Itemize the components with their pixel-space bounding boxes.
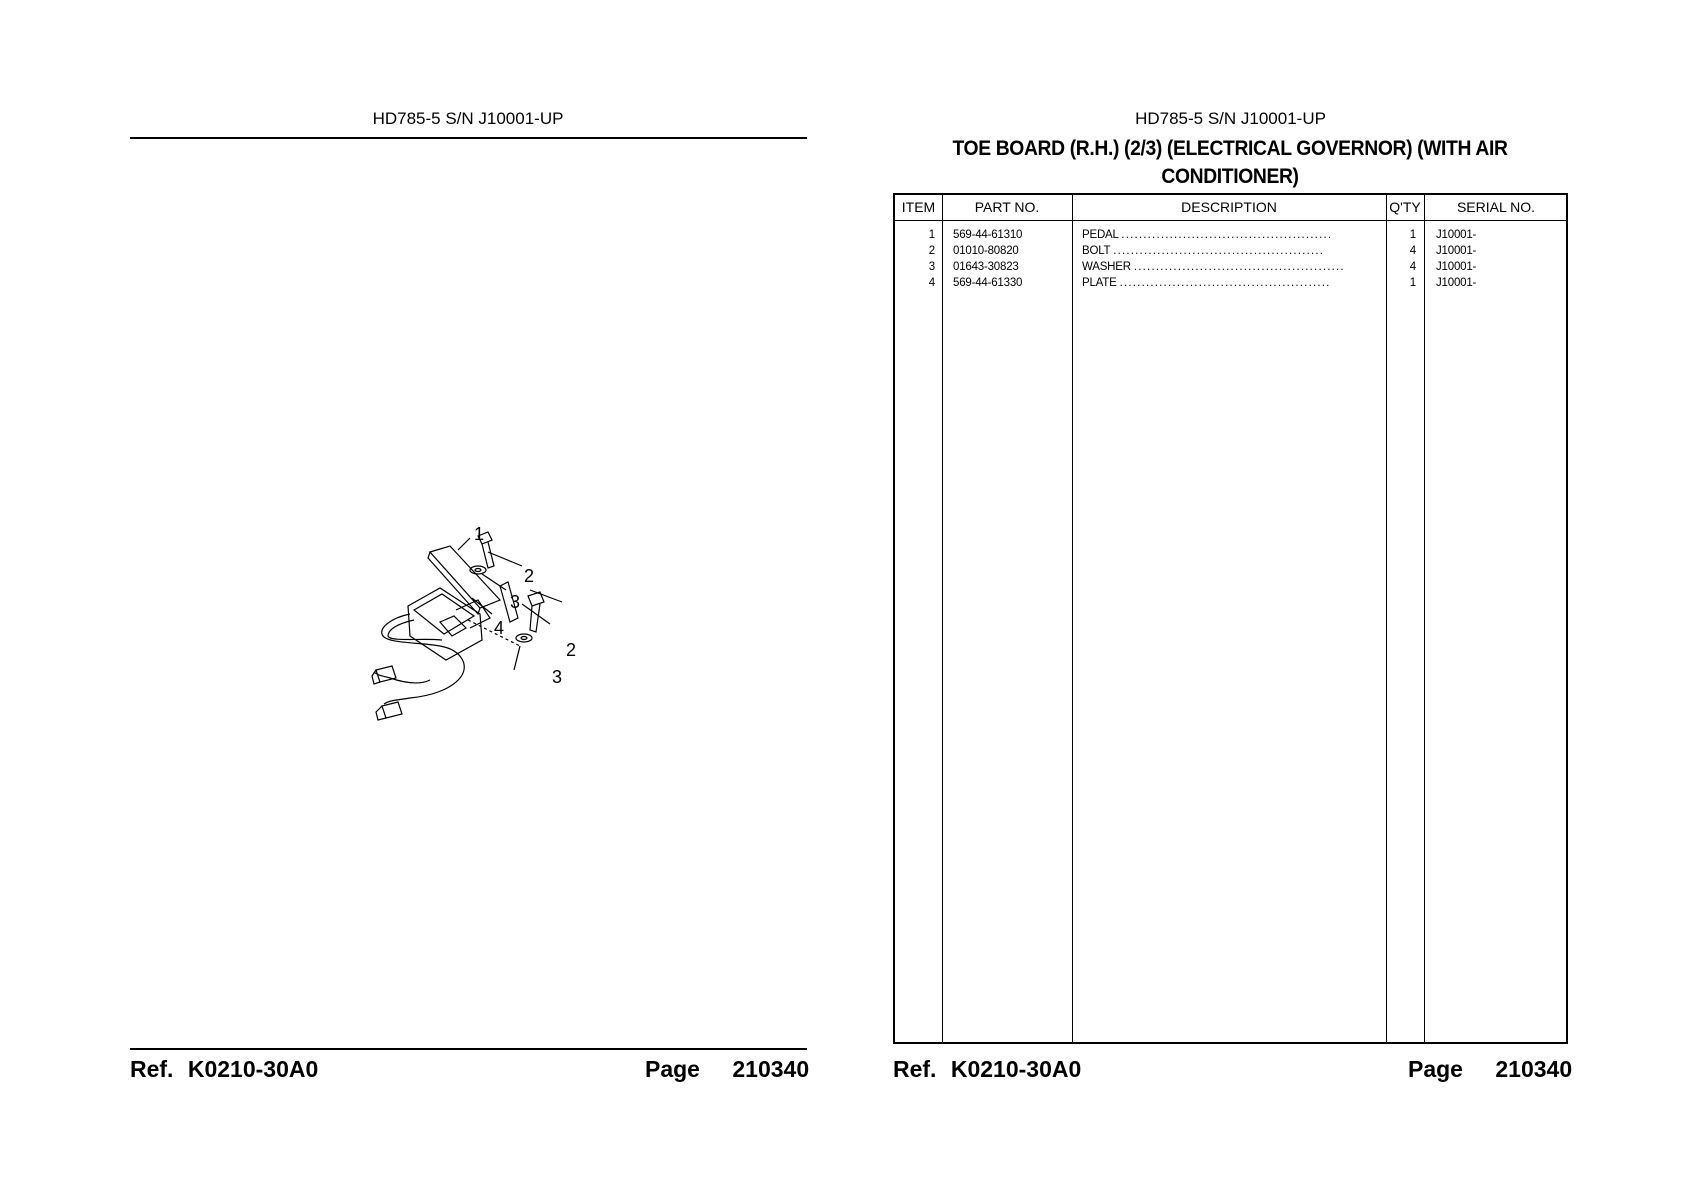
left-footer-rule bbox=[130, 1048, 807, 1050]
col-header-part-no: PART NO. bbox=[974, 199, 1040, 215]
col-header-qty: Q'TY bbox=[1389, 199, 1421, 215]
callout-3b: 3 bbox=[552, 667, 563, 687]
part-number: 569-44-61330 bbox=[953, 277, 1023, 289]
description: BOLT ................................................ bbox=[1082, 245, 1325, 257]
quantity: 1 bbox=[1409, 229, 1416, 241]
table-row bbox=[895, 227, 1566, 243]
col-divider bbox=[1072, 195, 1073, 1042]
parts-rows bbox=[895, 227, 1566, 291]
table-row bbox=[895, 243, 1566, 259]
callout-2b: 2 bbox=[566, 640, 577, 660]
serial-number: J10001- bbox=[1436, 245, 1477, 257]
description: PLATE ................................................ bbox=[1082, 277, 1331, 289]
callout-4: 4 bbox=[494, 618, 505, 638]
item-number: 2 bbox=[928, 245, 935, 257]
item-number: 4 bbox=[928, 277, 935, 289]
description: WASHER ................................................ bbox=[1082, 261, 1345, 273]
table-row bbox=[895, 259, 1566, 275]
right-page-header: HD785-5 S/N J10001-UP bbox=[1135, 109, 1326, 128]
left-footer-ref bbox=[130, 1056, 318, 1083]
col-divider bbox=[1424, 195, 1425, 1042]
item-number: 1 bbox=[928, 229, 935, 241]
page-value: 210340 bbox=[732, 1056, 810, 1082]
title-line-2: CONDITIONER) bbox=[1161, 165, 1299, 188]
quantity: 4 bbox=[1409, 261, 1416, 273]
col-header-serial-no: SERIAL NO. bbox=[1456, 199, 1536, 215]
col-divider bbox=[942, 195, 943, 1042]
left-page-header: HD785-5 S/N J10001-UP bbox=[372, 109, 564, 128]
pedal-assembly-diagram bbox=[370, 510, 650, 730]
ref-value: K0210-30A0 bbox=[187, 1056, 319, 1082]
serial-number: J10001- bbox=[1436, 261, 1477, 273]
callout-1: 1 bbox=[474, 524, 485, 544]
callout-3a: 3 bbox=[510, 592, 521, 612]
header-divider bbox=[895, 220, 1566, 221]
table-row bbox=[895, 275, 1566, 291]
serial-number: J10001- bbox=[1436, 277, 1477, 289]
title-line-1: TOE BOARD (R.H.) (2/3) (ELECTRICAL GOVERNOR) (WITH AIR bbox=[952, 137, 1508, 160]
part-number: 01010-80820 bbox=[953, 245, 1019, 257]
col-header-item: ITEM bbox=[901, 199, 936, 215]
col-header-description: DESCRIPTION bbox=[1181, 199, 1277, 215]
page-value: 210340 bbox=[1495, 1056, 1573, 1082]
left-footer-page bbox=[645, 1056, 809, 1083]
right-footer-ref bbox=[893, 1056, 1081, 1083]
ref-value: K0210-30A0 bbox=[950, 1056, 1082, 1082]
callout-2a: 2 bbox=[524, 566, 535, 586]
page-label: Page bbox=[1408, 1056, 1463, 1082]
col-divider bbox=[1386, 195, 1387, 1042]
page-title bbox=[926, 135, 1533, 191]
parts-table bbox=[893, 193, 1568, 1044]
ref-label: Ref. bbox=[130, 1056, 174, 1082]
serial-number: J10001- bbox=[1436, 229, 1477, 241]
quantity: 1 bbox=[1409, 277, 1416, 289]
item-number: 3 bbox=[928, 261, 935, 273]
description: PEDAL ................................................ bbox=[1082, 229, 1333, 241]
ref-label: Ref. bbox=[893, 1056, 937, 1082]
left-header-rule bbox=[130, 137, 807, 139]
part-number: 01643-30823 bbox=[953, 261, 1019, 273]
quantity: 4 bbox=[1409, 245, 1416, 257]
page-label: Page bbox=[645, 1056, 700, 1082]
right-footer-page bbox=[1408, 1056, 1572, 1083]
part-number: 569-44-61310 bbox=[953, 229, 1023, 241]
